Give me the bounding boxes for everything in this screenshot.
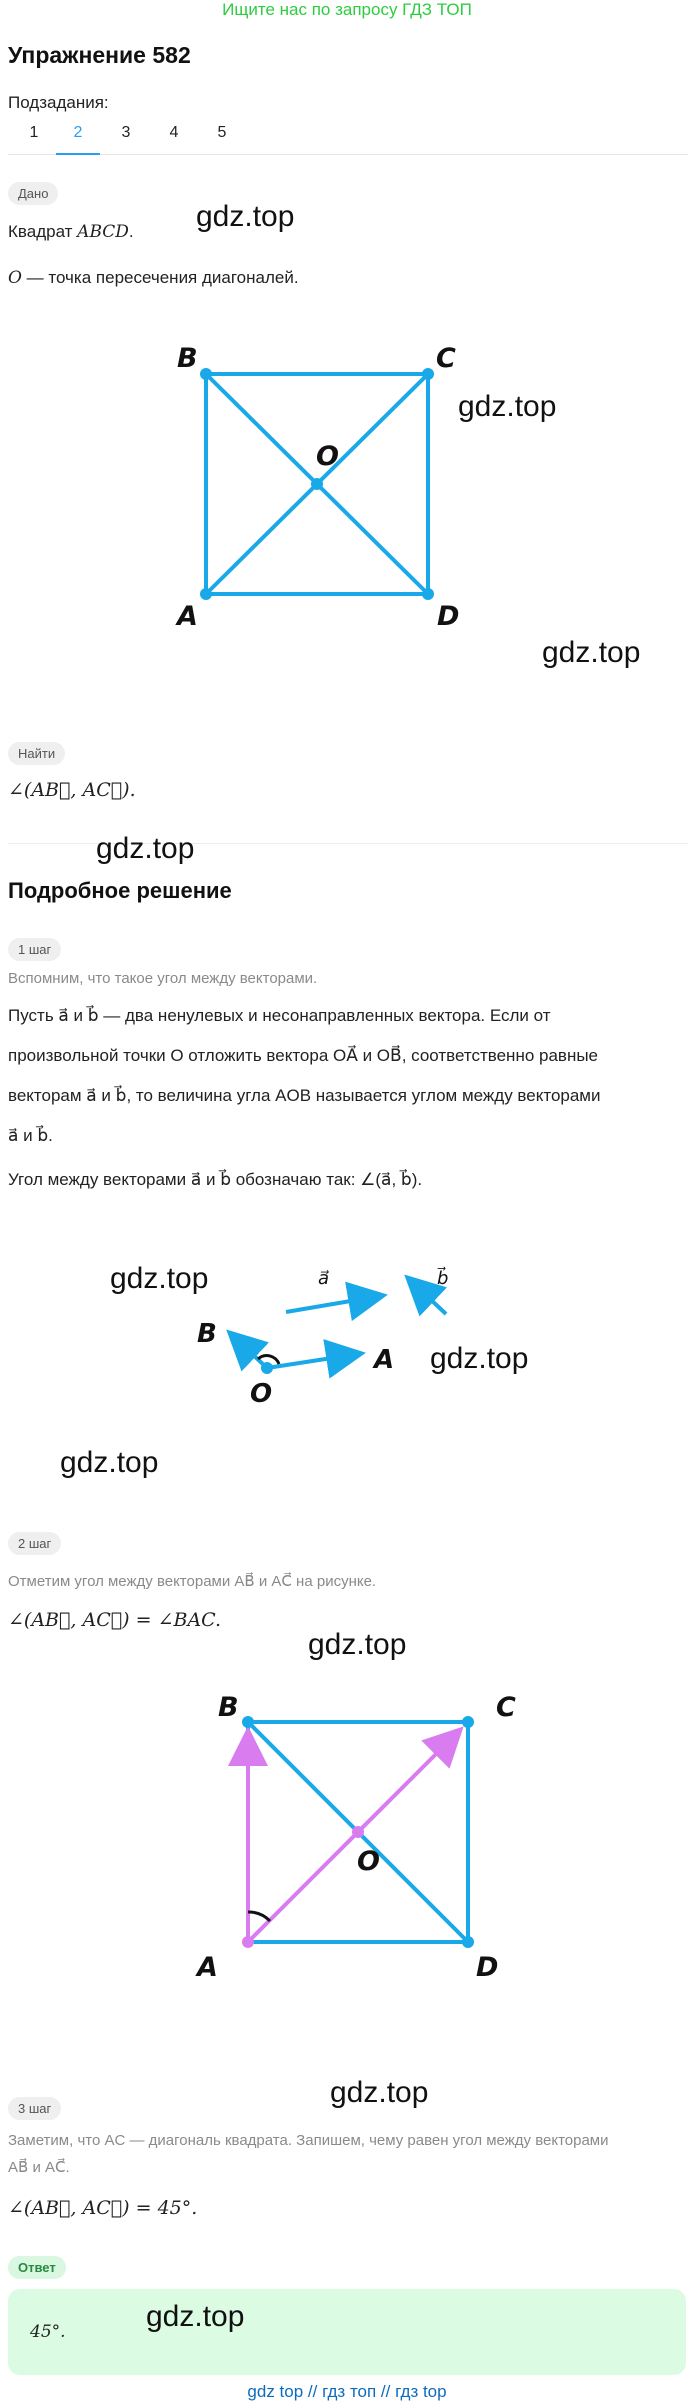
step-1-p4: a⃗ и b⃗.: [8, 1126, 53, 1145]
watermark: gdz.top: [308, 1628, 407, 1661]
point-a: [242, 1936, 254, 1948]
given-line2-math: O: [8, 268, 22, 288]
point-o: [352, 1826, 364, 1838]
label-b: B: [197, 1319, 217, 1349]
tab-5[interactable]: 5: [217, 124, 227, 141]
step-1-chip: 1 шаг: [8, 938, 61, 961]
label-d: D: [437, 601, 460, 632]
vectors-figure: [0, 1250, 694, 1430]
given-line-1: [8, 220, 134, 244]
point-b: [242, 1716, 254, 1728]
solution-title: Подробное решение: [8, 878, 232, 903]
answer-chip: Ответ: [8, 2256, 66, 2279]
label-a: A: [177, 601, 198, 632]
point-d: [422, 588, 434, 600]
step-1-p3: векторам a⃗ и b⃗, то величина угла AOB называется углом между векторами: [8, 1086, 601, 1105]
label-c: C: [496, 1692, 516, 1723]
answer-box: [8, 2289, 686, 2375]
given-line1-suffix: .: [128, 222, 134, 241]
label-o: O: [357, 1846, 380, 1877]
step-3-chip: 3 шаг: [8, 2097, 61, 2120]
vector-ac: [248, 1732, 458, 1942]
label-o: O: [316, 441, 339, 472]
vector-a: [286, 1296, 380, 1312]
tab-3[interactable]: 3: [121, 124, 131, 141]
step-3-expression: ∠(AB⃗, AC⃗) = 45°.: [8, 2197, 198, 2219]
given-chip: Дано: [8, 182, 58, 205]
watermark: gdz.top: [430, 1342, 529, 1375]
step-2-intro: Отметим угол между векторами AB⃗ и AC⃗ на рисунке.: [8, 1573, 377, 1590]
page-title: Упражнение 582: [8, 42, 191, 68]
given-line-2: [8, 266, 299, 290]
step-1-p1: Пусть a⃗ и b⃗ — два ненулевых и несонаправленных вектора. Если от: [8, 1006, 551, 1025]
label-o: O: [250, 1379, 273, 1409]
point-c: [462, 1716, 474, 1728]
given-line2-text: — точка пересечения диагоналей.: [21, 268, 299, 287]
point-o: [311, 478, 323, 490]
label-c: C: [436, 343, 456, 374]
step-2-expression: ∠(AB⃗, AC⃗) = ∠BAC.: [8, 1609, 222, 1631]
given-line1-math: ABCD: [77, 222, 129, 242]
watermark: gdz.top: [458, 390, 557, 423]
watermark: gdz.top: [146, 2300, 245, 2333]
point-a: [200, 588, 212, 600]
vector-oa: [267, 1354, 358, 1368]
label-vec-a: a⃗: [318, 1268, 330, 1289]
step-3-intro-2: AB⃗ и AC⃗.: [8, 2159, 70, 2176]
answer-value: 45°.: [30, 2322, 66, 2342]
tab-4[interactable]: 4: [169, 124, 179, 141]
step-1-intro: Вспомним, что такое угол между векторами.: [8, 970, 318, 987]
label-b: B: [177, 343, 198, 374]
watermark: gdz.top: [96, 832, 195, 865]
label-vec-b: b⃗: [437, 1268, 449, 1289]
label-a: A: [197, 1952, 218, 1983]
angle-bac-arc: [248, 1912, 270, 1921]
watermark: gdz.top: [196, 200, 295, 233]
find-expression: ∠(AB⃗, AC⃗).: [8, 779, 136, 801]
tab-2[interactable]: 2: [73, 124, 83, 141]
tab-1[interactable]: 1: [29, 124, 39, 141]
step-2-chip: 2 шаг: [8, 1532, 61, 1555]
vector-ob: [232, 1335, 267, 1368]
find-chip: Найти: [8, 742, 65, 765]
subtasks-label: Подзадания:: [8, 93, 109, 112]
watermark: gdz.top: [110, 1262, 209, 1295]
square-figure-2: [0, 1680, 694, 2010]
point-o: [261, 1362, 273, 1374]
label-d: D: [476, 1952, 499, 1983]
label-b: B: [218, 1692, 239, 1723]
point-c: [422, 368, 434, 380]
step-1-p2: произвольной точки O отложить вектора OA⃗ и OB⃗, соответственно равные: [8, 1046, 599, 1065]
step-3-intro-1: Заметим, что AC — диагональ квадрата. Запишем, чему равен угол между векторами: [8, 2132, 609, 2149]
watermark: gdz.top: [330, 2076, 429, 2109]
active-tab-indicator: [56, 153, 100, 155]
point-d: [462, 1936, 474, 1948]
top-banner[interactable]: Ищите нас по запросу ГДЗ ТОП: [222, 0, 472, 19]
step-1-p5: Угол между векторами a⃗ и b⃗ обозначаю так: ∠(a⃗, b⃗).: [8, 1170, 423, 1189]
watermark: gdz.top: [542, 636, 641, 669]
label-a: A: [374, 1345, 395, 1375]
given-line1-prefix: Квадрат: [8, 222, 78, 241]
watermark: gdz.top: [60, 1446, 159, 1479]
square-figure-1: [0, 320, 694, 650]
footer-links[interactable]: gdz top // гдз топ // гдз top: [247, 2382, 447, 2401]
subtask-tabs: [8, 118, 688, 155]
point-b: [200, 368, 212, 380]
